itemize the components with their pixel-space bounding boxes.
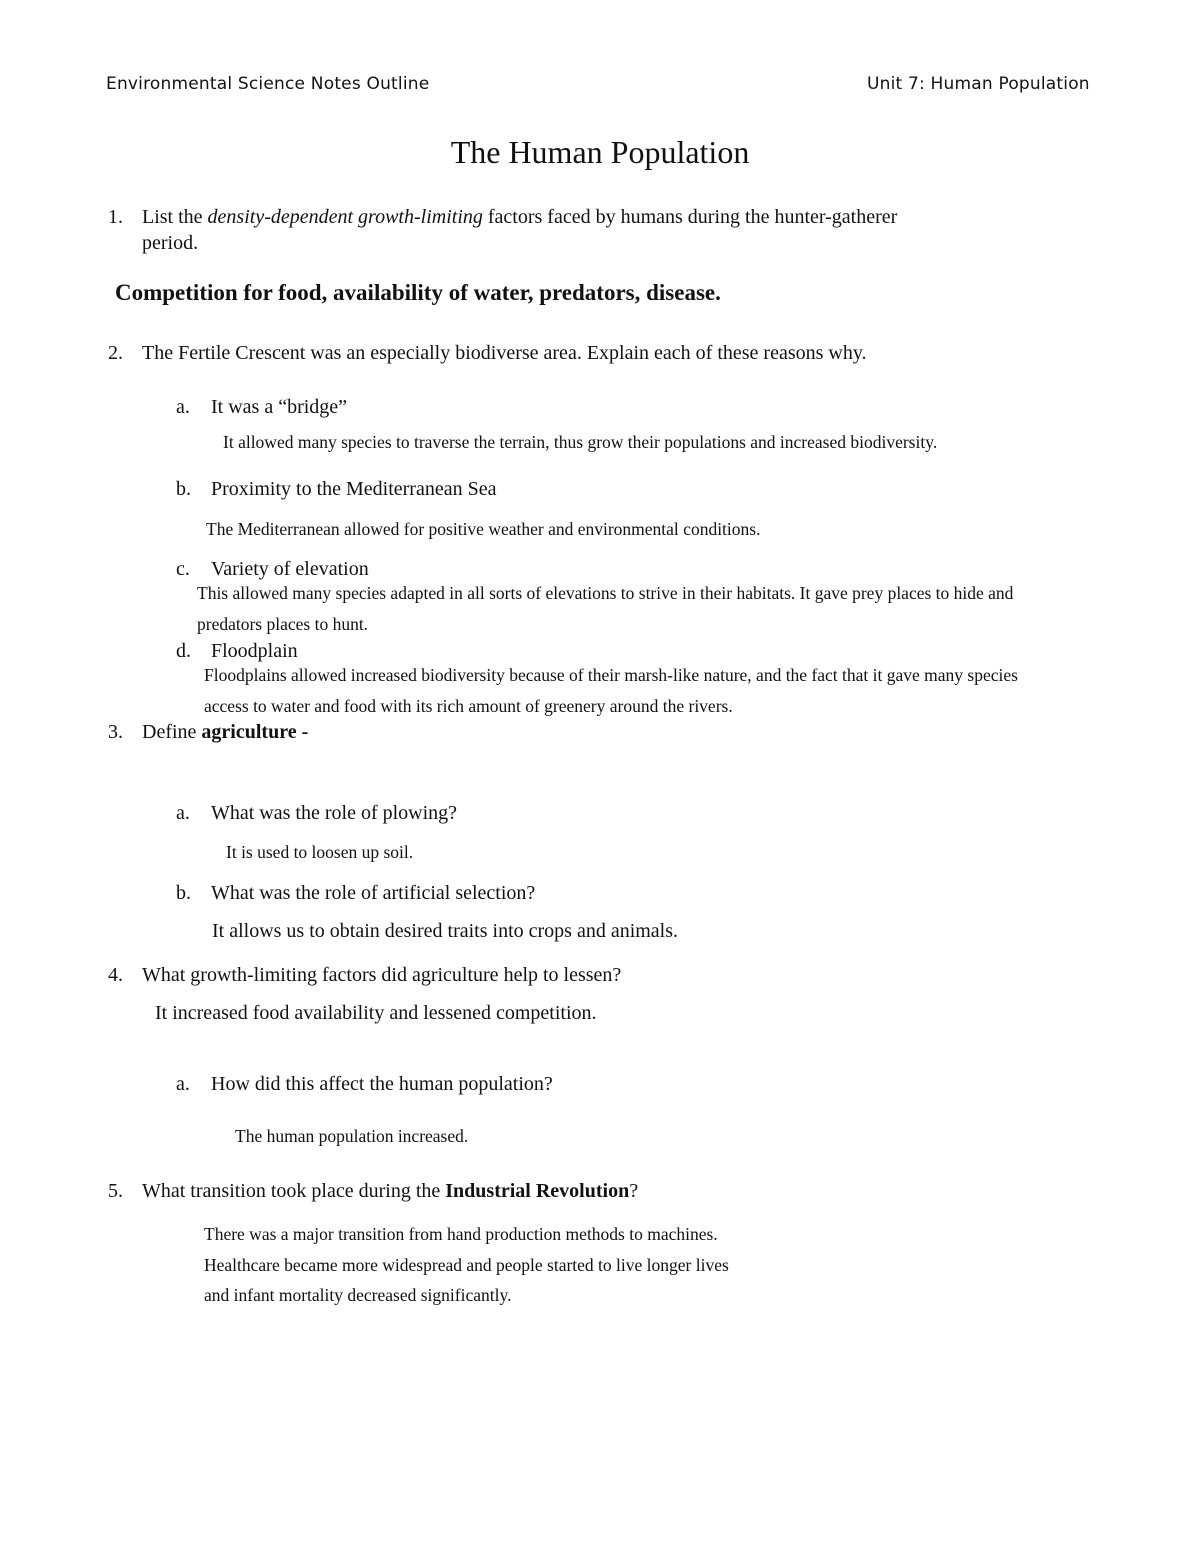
- q4a-text: How did this affect the human population?: [211, 1073, 553, 1095]
- q2b-answer: The Mediterranean allowed for positive weather and environmental conditions.: [206, 519, 761, 539]
- q1-text: [142, 206, 897, 229]
- q3-text: [142, 721, 308, 744]
- q3b-answer: It allows us to obtain desired traits into crops and animals.: [212, 920, 679, 942]
- q3a-letter: a.: [176, 802, 190, 824]
- q2a-letter: a.: [176, 396, 190, 418]
- q5-text-pre: What transition took place during the: [142, 1180, 446, 1202]
- q2d-answer-line1: Floodplains allowed increased biodiversity because of their marsh-like nature, and the fact that it gave many species: [204, 665, 1018, 685]
- q2d-text: Floodplain: [211, 640, 298, 662]
- q2-text: The Fertile Crescent was an especially biodiverse area. Explain each of these reasons why.: [142, 342, 867, 364]
- page-title: The Human Population: [450, 134, 750, 170]
- q3b-text: What was the role of artificial selection?: [211, 882, 536, 904]
- q3a-text: What was the role of plowing?: [211, 802, 458, 824]
- q2d-answer-line2: access to water and food with its rich amount of greenery around the rivers.: [204, 696, 733, 716]
- q4a-letter: a.: [176, 1073, 190, 1095]
- q2b-text: Proximity to the Mediterranean Sea: [211, 478, 497, 500]
- q2c-letter: c.: [176, 558, 190, 580]
- q2a-answer: It allowed many species to traverse the terrain, thus grow their populations and increased biodiversity.: [223, 432, 938, 452]
- q5-answer-line2: Healthcare became more widespread and people started to live longer lives: [204, 1255, 729, 1275]
- q5-number: 5.: [108, 1180, 123, 1202]
- q4-number: 4.: [108, 964, 123, 986]
- q2c-answer-line1: This allowed many species adapted in all sorts of elevations to strive in their habitats. It gave prey places to hide and: [197, 583, 1014, 603]
- q4-text: What growth-limiting factors did agriculture help to lessen?: [142, 964, 622, 986]
- q3b-letter: b.: [176, 882, 191, 904]
- q3-text-pre: Define: [142, 721, 202, 743]
- q2d-letter: d.: [176, 640, 191, 662]
- q5-answer-line3: and infant mortality decreased significantly.: [204, 1285, 512, 1305]
- q4-answer: It increased food availability and lessened competition.: [155, 1002, 597, 1024]
- q5-text-bold: Industrial Revolution: [445, 1180, 630, 1202]
- q3-text-bold: agriculture -: [201, 721, 309, 743]
- q5-answer-line1: There was a major transition from hand production methods to machines.: [204, 1224, 718, 1244]
- q3a-answer: It is used to loosen up soil.: [226, 842, 414, 862]
- q1-text-pre: List the: [142, 206, 208, 228]
- q5-text: [142, 1180, 638, 1203]
- q1-text-italic: density-dependent growth-limiting: [207, 206, 483, 228]
- q2a-text: It was a “bridge”: [211, 396, 348, 418]
- header-right: Unit 7: Human Population: [867, 74, 1090, 94]
- header-left: Environmental Science Notes Outline: [106, 74, 430, 94]
- q4a-answer: The human population increased.: [235, 1126, 469, 1146]
- q1-number: 1.: [108, 206, 123, 228]
- q2c-answer-line2: predators places to hunt.: [197, 614, 369, 634]
- q2b-letter: b.: [176, 478, 191, 500]
- q1-answer: Competition for food, availability of water, predators, disease.: [115, 280, 721, 305]
- q1-text-post: factors faced by humans during the hunter-gatherer: [482, 206, 898, 228]
- q5-text-post: ?: [629, 1180, 639, 1202]
- q1-text-line2: period.: [142, 232, 199, 254]
- q2-number: 2.: [108, 342, 123, 364]
- q3-number: 3.: [108, 721, 123, 743]
- q2c-text: Variety of elevation: [211, 558, 369, 580]
